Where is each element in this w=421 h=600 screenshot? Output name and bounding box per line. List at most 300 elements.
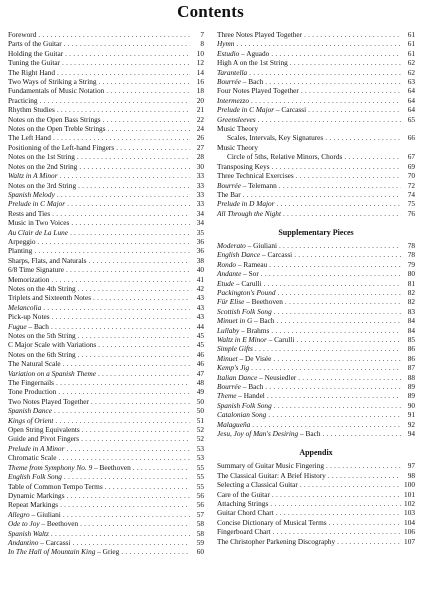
page-number: 18 — [196, 86, 204, 96]
toc-entry — [217, 518, 415, 527]
entry-title — [217, 537, 335, 546]
dot-leader — [300, 480, 401, 489]
entry-title-text: Minuet — [217, 353, 238, 363]
entry-title-text: Notes on the 1st String — [8, 152, 75, 162]
entry-title — [8, 162, 77, 171]
entry-title — [217, 190, 241, 199]
entry-title — [217, 335, 294, 344]
toc-entry — [8, 68, 204, 77]
toc-entry — [8, 115, 204, 124]
entry-title-text: Music in Two Voices — [8, 218, 70, 228]
entry-title — [217, 77, 263, 86]
toc-entry — [8, 547, 204, 556]
toc-entry — [8, 199, 204, 208]
dot-leader — [283, 209, 401, 218]
toc-entry — [217, 260, 415, 269]
entry-title-text: Repeat Markings — [8, 500, 59, 510]
dot-leader — [105, 482, 190, 491]
entry-title-text: Scottish Folk Song — [217, 306, 272, 316]
toc-entry — [8, 538, 204, 547]
entry-title-text: Simple Gifts — [217, 344, 253, 354]
entry-title — [217, 181, 277, 190]
dot-leader — [78, 284, 190, 293]
dot-leader — [326, 461, 401, 470]
entry-composer: – Giuliani — [245, 240, 277, 250]
toc-entry — [8, 519, 204, 528]
entry-title-text: Summary of Guitar Music Fingering — [217, 461, 325, 471]
entry-title — [8, 387, 56, 396]
page-number: 98 — [407, 470, 415, 480]
entry-title-text: The Christopher Parkening Discography — [217, 536, 336, 546]
toc-entry — [217, 96, 415, 105]
dot-leader — [121, 547, 190, 556]
page-number: 26 — [196, 133, 204, 143]
toc-entry — [217, 316, 415, 325]
toc-entry — [8, 453, 204, 462]
entry-title-text: Ode to Joy — [8, 519, 40, 529]
entry-title-text: Greensleeves — [217, 114, 256, 124]
entry-title — [8, 529, 49, 538]
toc-entry — [8, 162, 204, 171]
entry-title — [8, 256, 86, 265]
contents-right-column — [217, 30, 415, 546]
appendix-heading: Appendix — [299, 447, 333, 457]
page-number: 62 — [407, 67, 415, 77]
entry-composer: – Aguado — [239, 48, 270, 58]
entry-title-text: Notes on the 3rd String — [8, 180, 77, 190]
entry-title — [8, 115, 101, 124]
dot-leader — [236, 39, 401, 48]
page-number: 16 — [196, 77, 204, 87]
toc-entry — [217, 471, 415, 480]
entry-title — [217, 316, 275, 325]
entry-title — [217, 105, 306, 114]
entry-composer: – Bach — [240, 382, 264, 392]
entry-title — [217, 171, 294, 180]
page-number: 62 — [407, 58, 415, 68]
entry-title — [8, 39, 62, 48]
toc-entry — [217, 537, 415, 546]
page-number: 7 — [200, 30, 204, 39]
toc-entry — [217, 326, 415, 335]
entry-title-text: Triplets and Sixteenth Notes — [8, 293, 92, 303]
entry-title-text: Positioning of the Left-hand Fingers — [8, 142, 115, 152]
page-number: 58 — [196, 519, 204, 529]
page-number: 43 — [196, 312, 204, 322]
entry-title — [217, 39, 234, 48]
toc-entry — [8, 397, 204, 406]
entry-title-text: The Right Hand — [8, 67, 56, 77]
toc-entry — [217, 115, 415, 124]
page-number: 34 — [196, 208, 204, 218]
dot-leader — [296, 171, 401, 180]
toc-entry — [8, 190, 204, 199]
entry-title — [217, 429, 321, 438]
page-number: 64 — [407, 86, 415, 96]
toc-entry — [8, 331, 204, 340]
page-number: 36 — [196, 236, 204, 246]
dot-leader — [265, 77, 401, 86]
toc-entry — [217, 209, 415, 218]
dot-leader — [51, 322, 190, 331]
page-number: 43 — [196, 302, 204, 312]
page-number: 42 — [196, 283, 204, 293]
entry-title-text: Guitar Chord Chart — [217, 508, 274, 518]
dot-leader — [296, 335, 401, 344]
entry-title-text: Andantino — [8, 537, 39, 547]
entry-title — [8, 218, 69, 227]
page-number: 58 — [196, 528, 204, 538]
page-number: 102 — [404, 498, 415, 508]
entry-title-text: Circle of 5ths, Relative Minors, Chords — [227, 152, 343, 162]
entry-title-text: Notes on the 6th String — [8, 349, 76, 359]
toc-entry — [8, 124, 204, 133]
entry-title — [217, 401, 272, 410]
toc-entry — [8, 209, 204, 218]
entry-title-text: Bourrée — [217, 382, 241, 392]
entry-title-text: Scales, Intervals, Key Signatures — [227, 133, 324, 143]
entry-composer: – Grieg — [95, 547, 120, 557]
page-number: 61 — [407, 48, 415, 58]
toc-entry — [8, 322, 204, 331]
dot-leader — [62, 58, 190, 67]
entry-title — [8, 510, 61, 519]
dot-leader — [252, 420, 401, 429]
entry-title-text: Dynamic Markings — [8, 490, 65, 500]
entry-title-text: Music Theory — [217, 142, 259, 152]
toc-entry — [217, 480, 415, 489]
entry-title-text: Notes on the 4th String — [8, 283, 76, 293]
entry-title-text: Notes on the Open Treble Strings — [8, 124, 106, 134]
page-number: 81 — [407, 278, 415, 288]
dot-leader — [63, 359, 190, 368]
dot-leader — [325, 133, 401, 142]
page-number: 8 — [200, 39, 204, 49]
page-number: 101 — [404, 489, 415, 499]
dot-leader — [64, 472, 190, 481]
page-number: 66 — [407, 133, 415, 143]
entry-title-text: Fugue — [8, 321, 27, 331]
page-number: 76 — [407, 208, 415, 218]
entry-title — [217, 527, 271, 536]
page-number: 46 — [196, 349, 204, 359]
dot-leader — [298, 373, 401, 382]
entry-title-text: Notes on the 5th String — [8, 331, 76, 340]
page-number: 94 — [407, 429, 415, 439]
entry-composer: – Handel — [236, 391, 265, 401]
entry-title-text: Prelude in D Major — [217, 199, 275, 209]
dot-leader — [51, 275, 190, 284]
entry-title — [8, 171, 58, 180]
entry-title-text: Spanish Dance — [8, 406, 52, 416]
entry-title — [8, 322, 49, 331]
dot-leader — [279, 241, 401, 250]
dot-leader — [57, 105, 190, 114]
toc-entry — [8, 133, 204, 142]
toc-entry — [8, 350, 204, 359]
entry-title — [217, 363, 249, 372]
page-number: 90 — [407, 400, 415, 410]
entry-title — [8, 378, 54, 387]
page-number: 88 — [407, 372, 415, 382]
entry-title — [8, 265, 64, 274]
page-number: 21 — [196, 105, 204, 115]
entry-title — [8, 293, 91, 302]
entry-title — [8, 463, 131, 472]
entry-title — [217, 209, 281, 218]
entry-composer: – Carulli — [266, 335, 295, 344]
page-number: 82 — [407, 287, 415, 297]
page-number: 20 — [196, 95, 204, 105]
dot-leader — [78, 331, 190, 340]
page-number: 72 — [407, 180, 415, 190]
page-number: 83 — [407, 306, 415, 316]
page-number: 27 — [196, 142, 204, 152]
dot-leader — [108, 124, 191, 133]
entry-title-text: Tone Production — [8, 387, 57, 397]
entry-composer: – Beethoven — [92, 462, 131, 472]
dot-leader — [323, 429, 402, 438]
toc-entry — [217, 152, 415, 161]
entry-title — [8, 105, 55, 114]
toc-entry — [217, 143, 415, 152]
contents-left-column — [8, 30, 204, 557]
page-number: 43 — [196, 293, 204, 303]
entry-title-text: Fundamentals of Music Notation — [8, 86, 105, 96]
page-number: 45 — [196, 331, 204, 340]
dot-leader — [272, 490, 401, 499]
dot-leader — [272, 162, 401, 171]
entry-title-text: Intermezzo — [217, 95, 250, 105]
dot-leader — [274, 401, 401, 410]
dot-leader — [328, 471, 401, 480]
entry-title — [8, 312, 50, 321]
entry-title-text: Kemp's Jig — [217, 363, 250, 373]
entry-title-text: Notes on the Open Bass Strings — [8, 114, 101, 124]
entry-title-text: Tarantella — [217, 67, 248, 77]
dot-leader — [67, 491, 190, 500]
dot-leader — [273, 527, 401, 536]
page-number: 55 — [196, 481, 204, 491]
toc-entry — [217, 133, 415, 142]
toc-entry — [217, 288, 415, 297]
page-number: 38 — [196, 255, 204, 265]
dot-leader — [51, 529, 190, 538]
entry-title — [217, 420, 250, 429]
toc-entry — [217, 68, 415, 77]
entry-title-text: Hymn — [217, 39, 235, 49]
entry-title-text: All Through the Night — [217, 208, 281, 218]
dot-leader — [251, 363, 401, 372]
page-number: 33 — [196, 199, 204, 209]
dot-leader — [63, 510, 190, 519]
toc-entry — [217, 30, 415, 39]
entry-title-text: Variation on a Spanish Theme — [8, 368, 96, 378]
page-number: 70 — [407, 171, 415, 181]
entry-title-text: Rests and Ties — [8, 208, 51, 218]
entry-title-text: Lullaby — [217, 325, 240, 335]
entry-title-text: Kings of Orient — [8, 415, 54, 425]
page-number: 34 — [196, 218, 204, 228]
entry-title — [217, 133, 323, 142]
dot-leader — [72, 538, 190, 547]
entry-title — [8, 547, 119, 556]
page-number: 50 — [196, 396, 204, 406]
dot-leader — [40, 96, 190, 105]
entry-title — [8, 237, 36, 246]
toc-entry — [8, 529, 204, 538]
supplementary-entries — [217, 241, 415, 439]
entry-title-text: Melancolia — [8, 302, 42, 312]
toc-entry — [8, 482, 204, 491]
page-number: 28 — [196, 152, 204, 162]
dot-leader — [65, 49, 190, 58]
entry-title-text: Attaching Strings — [217, 498, 269, 508]
dot-leader — [70, 228, 190, 237]
entry-composer: – Carcassi — [38, 537, 71, 547]
dot-leader — [58, 387, 190, 396]
entry-title — [8, 340, 96, 349]
entry-title — [217, 162, 270, 171]
entry-title-text: Rondo — [217, 259, 237, 269]
toc-entry — [8, 86, 204, 95]
entry-composer: – Bach — [26, 321, 49, 331]
toc-entry — [217, 269, 415, 278]
toc-entry — [8, 275, 204, 284]
entry-title-text: Two Ways of Striking a String — [8, 77, 97, 87]
dot-leader — [243, 190, 401, 199]
page-number: 33 — [196, 171, 204, 181]
toc-entry — [217, 499, 415, 508]
entry-title — [8, 49, 63, 58]
dot-leader — [267, 391, 401, 400]
toc-entry — [8, 265, 204, 274]
dot-leader — [93, 293, 190, 302]
dot-leader — [276, 508, 401, 517]
dot-leader — [52, 312, 190, 321]
toc-entry — [8, 369, 204, 378]
page-number: 64 — [407, 95, 415, 105]
dot-leader — [38, 237, 190, 246]
entry-title-text: Prelude in C Major — [217, 105, 275, 115]
supplementary-heading: Supplementary Pieces — [278, 227, 354, 237]
entry-title — [8, 246, 32, 255]
entry-title-text: Sharps, Flats, and Naturals — [8, 255, 87, 265]
toc-entry — [217, 199, 415, 208]
entry-title-text: Two Notes Played Together — [8, 396, 89, 406]
page-number: 41 — [196, 274, 204, 284]
entry-title-text: Planting — [8, 246, 33, 256]
entry-title — [217, 58, 288, 67]
entry-title-text: Foreword — [8, 30, 37, 39]
entry-title-text: The Bar — [217, 189, 241, 199]
entry-title-text: Care of the Guitar — [217, 489, 270, 499]
toc-entry — [8, 228, 204, 237]
toc-entry — [217, 77, 415, 86]
entry-title-text: Pick-up Notes — [8, 312, 50, 322]
entry-title-text: Open String Equivalents — [8, 425, 80, 435]
toc-entry — [217, 363, 415, 372]
entry-title-text: In The Hall of Mountain King — [8, 547, 96, 557]
page-number: 63 — [407, 77, 415, 87]
dot-leader — [285, 297, 401, 306]
page-number: 103 — [404, 508, 415, 518]
page-number: 78 — [407, 250, 415, 260]
entry-title — [217, 326, 269, 335]
toc-entry — [8, 434, 204, 443]
toc-entry — [8, 425, 204, 434]
toc-entry — [217, 527, 415, 536]
dot-leader — [329, 518, 401, 527]
entry-title-text: The Natural Scale — [8, 359, 61, 369]
dot-leader — [43, 303, 190, 312]
toc-entry — [217, 250, 415, 259]
entry-title — [217, 115, 256, 124]
toc-entry — [8, 284, 204, 293]
page-number: 50 — [196, 406, 204, 416]
toc-entry — [217, 105, 415, 114]
entry-title-text: Three Notes Played Together — [217, 30, 303, 39]
toc-entry — [8, 340, 204, 349]
entry-title-text: Prelude in A Minor — [8, 443, 65, 453]
toc-entry — [217, 39, 415, 48]
dot-leader — [98, 369, 190, 378]
dot-leader — [268, 410, 401, 419]
page-number: 61 — [407, 30, 415, 39]
toc-entry — [217, 401, 415, 410]
entry-composer: – Brahms — [239, 325, 270, 335]
entry-title — [8, 143, 114, 152]
entry-composer: – Beethoven — [244, 297, 283, 307]
entry-title — [217, 344, 253, 353]
entry-title-text: Music Theory — [217, 124, 259, 134]
dot-leader — [249, 68, 401, 77]
entry-composer: – Rameau — [236, 259, 268, 269]
page-number: 33 — [196, 189, 204, 199]
dot-leader — [277, 199, 402, 208]
toc-entry — [217, 429, 415, 438]
dot-leader — [278, 288, 401, 297]
entry-title — [8, 124, 106, 133]
entry-title-text: Packington's Pound — [217, 287, 276, 297]
dot-leader — [277, 316, 401, 325]
entry-title — [8, 482, 103, 491]
entry-title-text: The Fingernails — [8, 378, 55, 388]
page-number: 69 — [407, 161, 415, 171]
dot-leader — [80, 519, 190, 528]
entry-title-text: Italian Dance — [217, 372, 258, 382]
entry-title-text: Practicing — [8, 95, 38, 105]
dot-leader — [60, 171, 190, 180]
page-number: 84 — [407, 325, 415, 335]
entry-title-text: Rhythm Studies — [8, 105, 55, 115]
dot-leader — [290, 58, 401, 67]
page-number: 35 — [196, 227, 204, 237]
entry-composer: – Bach — [240, 77, 264, 87]
entry-title — [217, 490, 270, 499]
page-number: 52 — [196, 434, 204, 444]
entry-title — [8, 303, 41, 312]
entry-title-text: Jesu, Joy of Man's Desiring — [217, 429, 299, 439]
dot-leader — [57, 68, 190, 77]
dot-leader — [103, 115, 190, 124]
dot-leader — [279, 181, 401, 190]
entry-composer: – Beethoven — [39, 519, 79, 529]
entry-title-text: Malagueña — [217, 419, 251, 429]
toc-entry — [217, 410, 415, 419]
page-number: 49 — [196, 387, 204, 397]
entry-composer: – Giuliani — [29, 509, 61, 519]
